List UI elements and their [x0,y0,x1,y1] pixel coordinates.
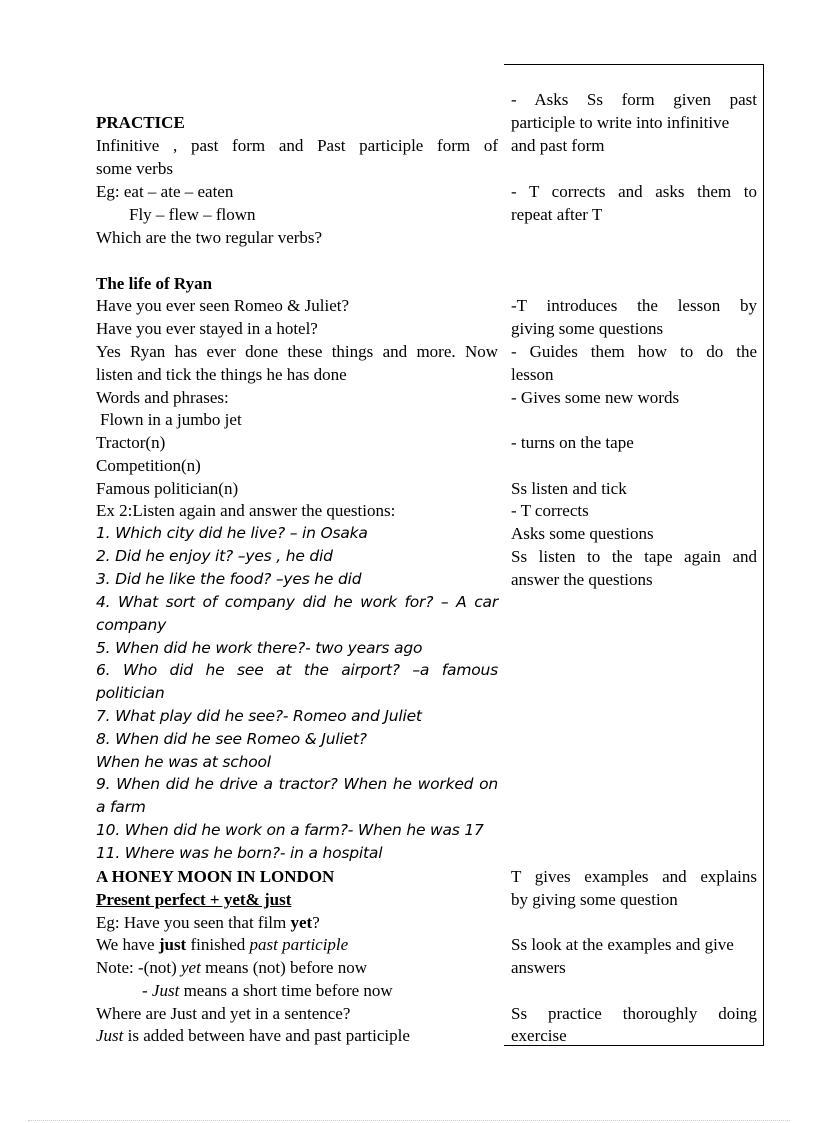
activity-look-line-2: answers [511,958,566,977]
activity-corrects-line-1: - T corrects and asks them to [511,182,757,201]
table-border-right [763,64,764,1046]
answer-10: 10. When did he work on a farm?- When he was 17 [96,821,484,839]
answer-4-line-2: company [96,616,167,634]
example-film [96,911,498,934]
activity-listen-again-line-2: answer the questions [511,570,653,589]
ryan-heading: The life of Ryan [96,274,213,293]
words-phrases-label: Words and phrases: [96,388,229,407]
verbs-intro-line-1: Infinitive , past form and Past participle form of [96,136,498,155]
activity-tape: - turns on the tape [511,433,634,452]
question-hotel: Have you ever stayed in a hotel? [96,319,318,338]
grammar-heading: Present perfect + yet& just [96,890,292,909]
activity-asks-questions: Asks some questions [511,524,654,543]
answer-4-line-1: 4. What sort of company did he work for? – A car [96,593,498,611]
note-yet-prefix: Note: -(not) [96,958,181,977]
position-question: Where are Just and yet in a sentence? [96,1004,351,1023]
just-position-word: Just [96,1026,124,1045]
just-position-rule [96,1024,498,1047]
vocab-politician: Famous politician(n) [96,479,239,498]
example-film-text: Eg: Have you seen that film [96,913,291,932]
exercise-2-instruction: Ex 2:Listen again and answer the questions: [96,501,396,520]
verbs-intro-line-2: some verbs [96,159,173,178]
activity-listen-again-line-1: Ss listen to the tape again and [511,547,757,566]
answer-9-line-1: 9. When did he drive a tractor? When he worked on [96,775,498,793]
activity-practice-line-1: Ss practice thoroughly doing [511,1004,757,1023]
activity-asks-line-1: - Asks Ss form given past [511,90,757,109]
activity-look-line-1: Ss look at the examples and give [511,935,734,954]
activity-asks-line-3: and past form [511,136,605,155]
example-just-participle: past participle [249,935,349,954]
vocab-flown: Flown in a jumbo jet [100,410,242,429]
example-just-text: We have [96,935,159,954]
answer-11: 11. Where was he born?- in a hospital [96,844,383,862]
ryan-instruction-line-2: listen and tick the things he has done [96,365,347,384]
activity-listen-tick: Ss listen and tick [511,479,627,498]
activity-t-corrects: - T corrects [511,501,589,520]
note-just-prefix: - [142,981,152,1000]
note-just-text: means a short time before now [179,981,393,1000]
just-position-text: is added between have and past participle [123,1026,410,1045]
question-romeo: Have you ever seen Romeo & Juliet? [96,296,350,315]
example-fly: Fly – flew – flown [129,205,256,224]
activity-guides-line-1: - Guides them how to do the [511,342,757,361]
example-just-word: just [158,935,187,954]
honeymoon-heading: A HONEY MOON IN LONDON [96,867,335,886]
answer-1: 1. Which city did he live? – in Osaka [96,524,368,542]
answer-8-line-1: 8. When did he see Romeo & Juliet? [96,730,367,748]
example-film-yet: yet [290,913,313,932]
note-yet-text: means (not) before now [200,958,367,977]
regular-verbs-question: Which are the two regular verbs? [96,228,323,247]
activity-examples-line-1: T gives examples and explains [511,867,757,886]
note-yet-word: yet [180,958,201,977]
answer-9-line-2: a farm [96,798,146,816]
example-just-mid: finished [186,935,250,954]
example-eat: Eg: eat – ate – eaten [96,182,234,201]
practice-heading: PRACTICE [96,113,185,132]
note-just [142,979,498,1002]
answer-6-line-2: politician [96,684,165,702]
activity-practice-line-2: exercise [511,1026,567,1045]
grammar-heading-line [96,888,498,911]
vocab-tractor: Tractor(n) [96,433,166,452]
answer-7: 7. What play did he see?- Romeo and Juliet [96,707,422,725]
note-yet [96,956,498,979]
example-film-end: ? [312,913,320,932]
ryan-instruction-line-1: Yes Ryan has ever done these things and more. Now [96,342,498,361]
answer-6-line-1: 6. Who did he see at the airport? –a famous [96,661,498,679]
page-footer-rule [28,1120,790,1121]
answer-8-line-2: When he was at school [96,753,271,771]
activity-asks-line-2: participle to write into infinitive [511,113,730,132]
activity-guides-line-2: lesson [511,365,554,384]
activity-new-words: - Gives some new words [511,388,680,407]
activity-corrects-line-2: repeat after T [511,205,603,224]
activity-introduces-line-1: -T introduces the lesson by [511,296,757,315]
table-border-top [504,64,764,65]
vocab-competition: Competition(n) [96,456,201,475]
example-just [96,933,498,956]
answer-3: 3. Did he like the food? –yes he did [96,570,362,588]
note-just-word: Just [151,981,180,1000]
answer-2: 2. Did he enjoy it? –yes , he did [96,547,333,565]
activity-introduces-line-2: giving some questions [511,319,664,338]
activity-examples-line-2: by giving some question [511,890,678,909]
answer-5: 5. When did he work there?- two years ago [96,639,423,657]
